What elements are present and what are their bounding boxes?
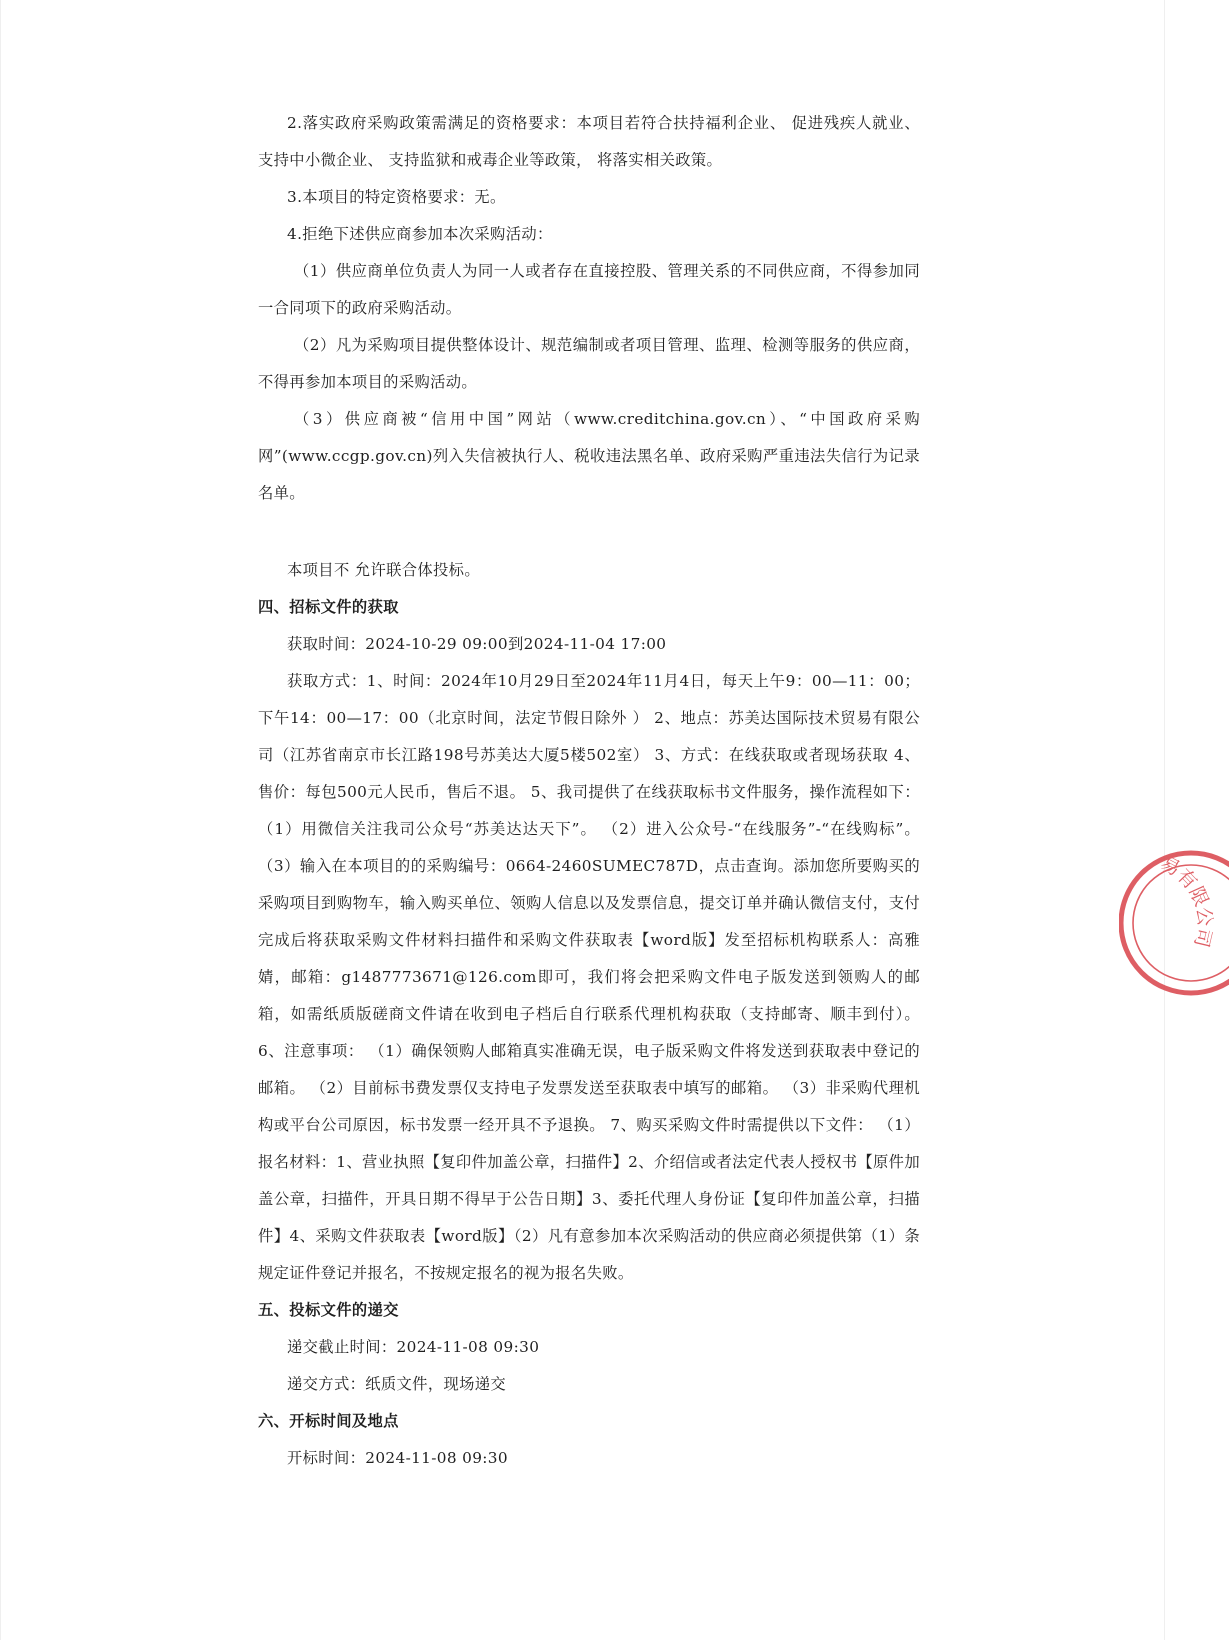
paragraph-spacer	[258, 512, 920, 552]
submission-deadline: 递交截止时间：2024-11-08 09:30	[287, 1338, 540, 1356]
section-4-heading: 四、招标文件的获取	[258, 598, 399, 616]
specific-requirement-paragraph: 3.本项目的特定资格要求：无。	[287, 188, 506, 206]
rejection-item-2: （2）凡为采购项目提供整体设计、规范编制或者项目管理、监理、检测等服务的供应商，不得再参加本项目的采购活动。	[258, 336, 920, 391]
acquisition-method: 获取方式：1、时间：2024年10月29日至2024年11月4日，每天上午9：00—11：00；下午14：00—17：00（北京时间，法定节假日除外 ） 2、地点：苏美达国际技术贸易有限公司（江苏省南京市长江路198号苏美达大厦5楼502室） 3、方式：在线获取或者现场获取 4、售价：每包500元人民币，售后不退。 5、我司提供了在线获取标书文件服务，操作流程如下： （1）用微信关注我司公众号“苏美达达天下”。 （2）进入公众号-“在线服务”-“在线购标”。 （3）输入在本项目的的采购编号：0664-2460SUMEC787D，点击查询。添加您所要购买的采购项目到购物车，输入购买单位、领购人信息以及发票信息，提交订单并确认微信支付，支付完成后将获取采购文件材料扫描件和采购文件获取表【word版】发至招标机构联系人：高雅婧，邮箱：g1487773671@126.com即可，我们将会把采购文件电子版发送到领购人的邮箱，如需纸质版磋商文件请在收到电子档后自行联系代理机构获取（支持邮寄、顺丰到付）。 6、注意事项： （1）确保领购人邮箱真实准确无误，电子版采购文件将发送到获取表中登记的邮箱。 （2）目前标书费发票仅支持电子发票发送至获取表中填写的邮箱。 （3）非采购代理机构或平台公司原因，标书发票一经开具不予退换。 7、购买采购文件时需提供以下文件： （1）报名材料：1、营业执照【复印件加盖公章，扫描件】2、介绍信或者法定代表人授权书【原件加盖公章，扫描件，开具日期不得早于公告日期】3、委托代理人身份证【复印件加盖公章，扫描件】4、采购文件获取表【word版】（2）凡有意参加本次采购活动的供应商必须提供第（1）条规定证件登记并报名，不按规定报名的视为报名失败。	[258, 672, 920, 1282]
rejection-item-3: （3）供应商被“信用中国”网站（www.creditchina.gov.cn）、“中国政府采购网”(www.ccgp.gov.cn)列入失信被执行人、税收违法黑名单、政府采购严重违法失信行为记录名单。	[258, 410, 920, 502]
opening-time: 开标时间：2024-11-08 09:30	[287, 1449, 508, 1467]
submission-method: 递交方式：纸质文件，现场递交	[287, 1375, 507, 1393]
company-seal-stamp	[1119, 848, 1229, 998]
section-5-heading: 五、投标文件的递交	[258, 1301, 399, 1319]
seal-text: 易有限公司	[1156, 852, 1216, 950]
rejection-intro-paragraph: 4.拒绝下述供应商参加本次采购活动：	[287, 225, 553, 243]
consortium-statement: 本项目不 允许联合体投标。	[287, 561, 480, 579]
section-6-heading: 六、开标时间及地点	[258, 1412, 399, 1430]
acquisition-time: 获取时间：2024-10-29 09:00到2024-11-04 17:00	[287, 635, 667, 653]
rejection-item-1: （1）供应商单位负责人为同一人或者存在直接控股、管理关系的不同供应商，不得参加同一合同项下的政府采购活动。	[258, 262, 920, 317]
document-body	[258, 105, 920, 1477]
policy-requirement-paragraph: 2.落实政府采购政策需满足的资格要求：本项目若符合扶持福利企业、 促进残疾人就业、 支持中小微企业、 支持监狱和戒毒企业等政策， 将落实相关政策。	[258, 114, 920, 169]
